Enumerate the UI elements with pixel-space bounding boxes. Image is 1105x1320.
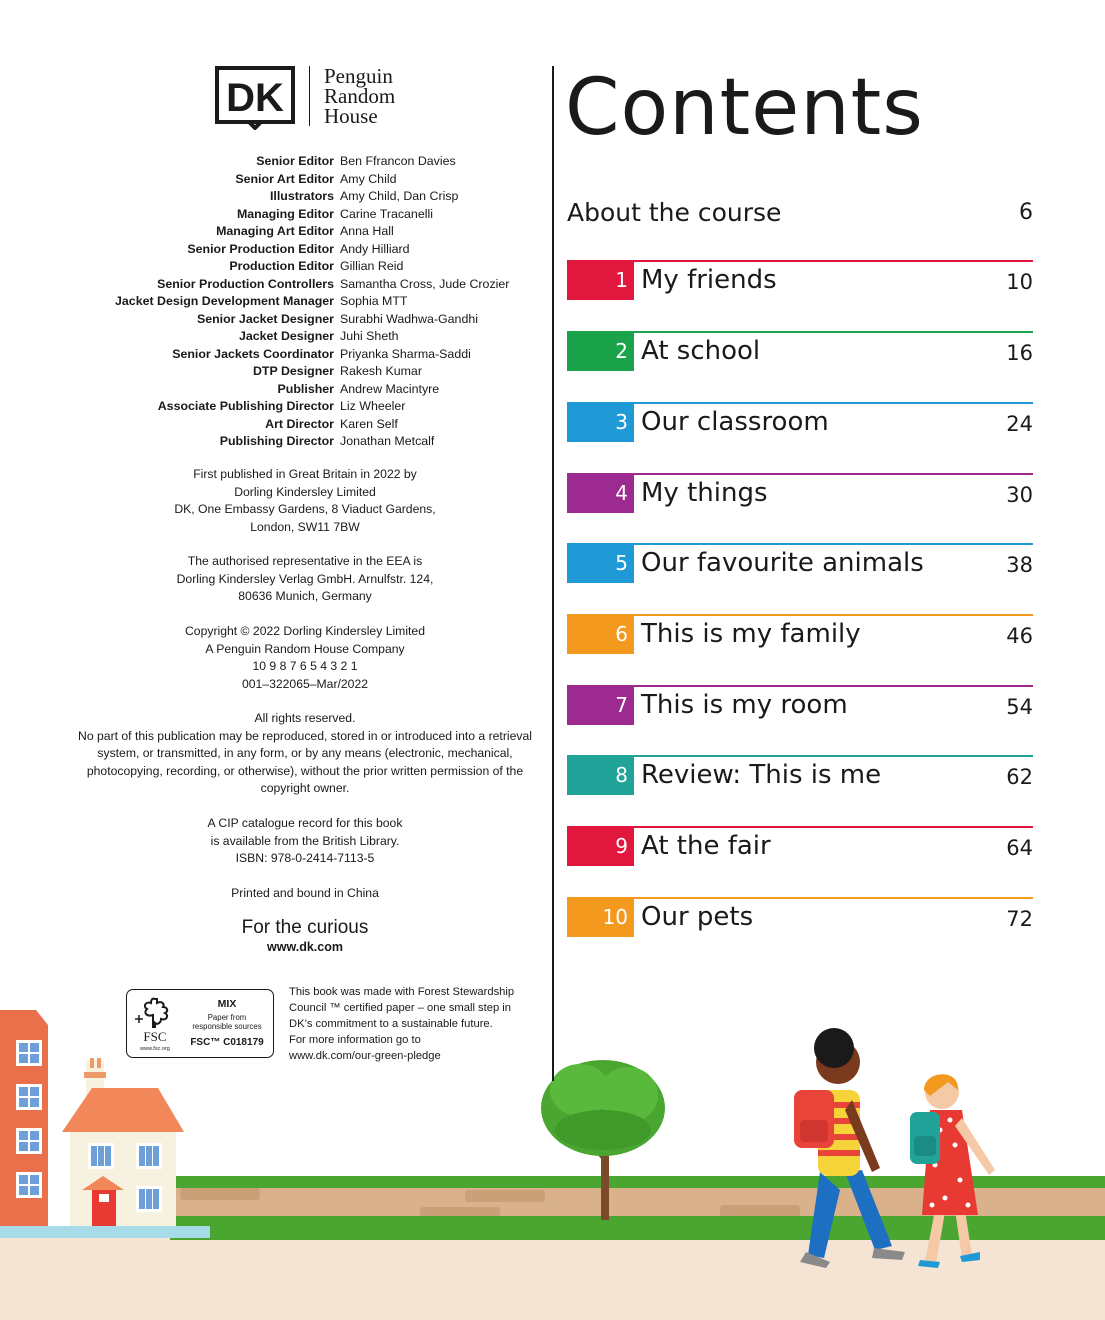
- imprint-line: All rights reserved.: [254, 711, 356, 725]
- entry-page-number: 6: [1019, 200, 1033, 225]
- credit-row: [40, 381, 580, 399]
- credit-name: Andrew Macintyre: [340, 381, 440, 396]
- fsc-mix-label: MIX: [217, 998, 237, 1010]
- isbn-line: ISBN: 978-0-2414-7113-5: [235, 851, 375, 865]
- credit-row: [40, 328, 580, 346]
- imprint-line: No part of this publication may be reproduced, stored in or introduced into a retrieval: [78, 728, 532, 743]
- credit-row: [40, 258, 580, 276]
- fsc-logo-text: FSC: [143, 1029, 167, 1044]
- imprint-line: The authorised representative in the EEA is: [187, 554, 423, 568]
- unit-rule: [567, 897, 1033, 899]
- green-pledge-link[interactable]: www.dk.com/our-green-pledge: [289, 1050, 441, 1062]
- credit-role: Senior Production Editor: [187, 241, 334, 256]
- prh-line: Random: [324, 84, 396, 108]
- credit-row: [40, 433, 580, 451]
- green-pledge-note: [289, 984, 514, 1064]
- credit-name: Andy Hilliard: [340, 241, 410, 256]
- imprint-line: A CIP catalogue record for this book: [207, 816, 403, 830]
- credit-role: Production Editor: [229, 259, 334, 273]
- unit-page-number: 24: [1006, 412, 1033, 436]
- unit-number: 9: [615, 834, 628, 858]
- unit-page-number: 10: [1006, 270, 1033, 294]
- credit-row: [40, 276, 580, 294]
- credit-role: Publishing Director: [219, 434, 334, 448]
- credit-role: Publisher: [277, 381, 334, 396]
- imprint-line: Printed and bound in China: [231, 886, 379, 900]
- apartment-building-icon: [0, 1010, 48, 1226]
- unit-number: 7: [615, 693, 628, 717]
- unit-number: 5: [615, 551, 628, 575]
- fsc-tree-icon: [133, 995, 179, 1053]
- unit-entry-8[interactable]: [567, 755, 1033, 795]
- green-note-line: This book was made with Forest Stewardship: [289, 986, 515, 998]
- cip-block: [40, 815, 570, 868]
- imprint-line: 10 9 8 7 6 5 4 3 2 1: [252, 659, 358, 673]
- credit-role: Jacket Design Development Manager: [115, 294, 334, 308]
- unit-title: Our favourite animals: [641, 548, 924, 578]
- tagline-title: For the curious: [241, 917, 369, 938]
- boy-with-backpack-icon: [794, 1028, 905, 1268]
- girl-with-backpack-icon: [910, 1074, 995, 1268]
- credit-name: Juhi Sheth: [340, 329, 399, 343]
- credit-role: Senior Art Editor: [235, 171, 334, 186]
- credit-name: Ben Ffrancon Davies: [340, 154, 456, 168]
- credit-name: Karen Self: [340, 416, 398, 431]
- credit-name: Anna Hall: [340, 224, 394, 238]
- unit-number: 2: [615, 339, 628, 363]
- credit-role: Senior Jackets Coordinator: [172, 346, 334, 361]
- credit-name: Carine Tracanelli: [340, 206, 433, 221]
- house-icon: [62, 1058, 184, 1226]
- credit-role: Managing Editor: [236, 206, 334, 221]
- unit-rule: [567, 826, 1033, 828]
- unit-page-number: 64: [1006, 836, 1033, 860]
- credit-name: Samantha Cross, Jude Crozier: [340, 276, 510, 291]
- unit-title: At the fair: [641, 831, 771, 861]
- credit-name: Jonathan Metcalf: [340, 434, 435, 448]
- fsc-sub-label: [183, 1013, 271, 1031]
- unit-entry-6[interactable]: [567, 614, 1033, 654]
- imprint-line: A Penguin Random House Company: [205, 641, 405, 656]
- unit-title: Our classroom: [641, 407, 829, 437]
- credit-row: [40, 153, 580, 171]
- imprint-line: Dorling Kindersley Limited: [234, 484, 376, 499]
- publisher-logo: [215, 66, 395, 130]
- imprint-line: First published in Great Britain in 2022 by: [193, 467, 417, 481]
- unit-title: My friends: [641, 265, 777, 295]
- unit-title: Our pets: [641, 902, 754, 932]
- prh-line: Penguin: [324, 64, 393, 88]
- unit-number: 6: [615, 622, 628, 646]
- imprint-line: photocopying, recording, or otherwise), without the prior written permission of the: [86, 763, 524, 778]
- unit-page-number: 62: [1006, 765, 1033, 789]
- imprint-line: 001–322065–Mar/2022: [241, 676, 369, 691]
- credit-row: [40, 171, 580, 189]
- imprint-line: 80636 Munich, Germany: [238, 589, 372, 603]
- green-note-line: Council ™ certified paper – one small step in: [289, 1002, 511, 1014]
- credit-row: [40, 241, 580, 259]
- dk-mark-text: DK: [226, 76, 284, 120]
- first-published-block: [40, 466, 570, 536]
- green-note-line: DK’s commitment to a sustainable future.: [289, 1018, 493, 1030]
- credit-role: Senior Editor: [256, 154, 334, 168]
- imprint-line: is available from the British Library.: [210, 833, 400, 848]
- unit-entry-3[interactable]: [567, 402, 1033, 442]
- credit-role: Jacket Designer: [238, 329, 334, 343]
- unit-title: At school: [641, 336, 761, 366]
- unit-number: 8: [615, 763, 628, 787]
- fsc-sub-line: responsible sources: [192, 1022, 262, 1031]
- unit-page-number: 38: [1006, 553, 1033, 577]
- unit-entry-5[interactable]: [567, 543, 1033, 583]
- credit-role: Illustrators: [269, 189, 334, 203]
- entry-title: About the course: [567, 198, 782, 227]
- unit-entry-10[interactable]: [567, 897, 1033, 937]
- credit-name: Rakesh Kumar: [340, 364, 422, 378]
- tagline-block: [40, 916, 570, 955]
- unit-page-number: 46: [1006, 624, 1033, 648]
- unit-rule: [567, 331, 1033, 333]
- credit-role: DTP Designer: [252, 364, 334, 378]
- credit-role: Senior Jacket Designer: [196, 311, 334, 326]
- credit-name: Priyanka Sharma-Saddi: [340, 346, 471, 361]
- credit-role: Senior Production Controllers: [157, 276, 334, 291]
- unit-page-number: 72: [1006, 907, 1033, 931]
- green-note-line: For more information go to: [289, 1034, 421, 1046]
- unit-number: 3: [615, 410, 628, 434]
- imprint-line: Dorling Kindersley Verlag GmbH. Arnulfstr. 124,: [176, 571, 434, 586]
- unit-title: This is my family: [641, 619, 861, 649]
- credit-name: Amy Child, Dan Crisp: [340, 189, 459, 203]
- unit-page-number: 16: [1006, 341, 1033, 365]
- credits-list: [40, 153, 580, 451]
- credit-role: Art Director: [265, 416, 334, 431]
- tree-icon: [541, 1060, 665, 1220]
- fsc-code: FSC™ C018179: [190, 1037, 264, 1048]
- credit-name: Liz Wheeler: [340, 399, 406, 413]
- unit-entry-1[interactable]: [567, 260, 1033, 300]
- unit-number: 4: [615, 481, 628, 505]
- fsc-sub-line: Paper from: [207, 1013, 247, 1022]
- credit-name: Surabhi Wadhwa-Gandhi: [340, 311, 478, 326]
- dk-website-link[interactable]: www.dk.com: [267, 940, 343, 954]
- eea-representative-block: [40, 553, 570, 606]
- unit-page-number: 30: [1006, 483, 1033, 507]
- unit-page-number: 54: [1006, 695, 1033, 719]
- credit-row: [40, 206, 580, 224]
- credit-row: [40, 293, 580, 311]
- contents-entry-about[interactable]: [567, 196, 1033, 232]
- credit-row: [40, 363, 580, 381]
- credit-row: [40, 223, 580, 241]
- contents-heading: Contents: [565, 63, 924, 153]
- unit-title: Review: This is me: [641, 760, 882, 790]
- credit-row: [40, 311, 580, 329]
- unit-number: 10: [602, 905, 628, 929]
- imprint-line: system, or transmitted, in any form, or by any means (electronic, mechanical,: [97, 746, 513, 760]
- imprint-line: London, SW11 7BW: [250, 519, 360, 534]
- unit-entry-7[interactable]: [567, 685, 1033, 725]
- credit-row: [40, 398, 580, 416]
- fsc-label: [126, 989, 274, 1058]
- penguin-random-house-wordmark: [309, 66, 395, 126]
- credit-role: Associate Publishing Director: [157, 399, 334, 413]
- imprint-line: copyright owner.: [260, 781, 350, 795]
- credit-name: Sophia MTT: [340, 294, 408, 308]
- imprint-line: DK, One Embassy Gardens, 8 Viaduct Gardens,: [174, 502, 436, 516]
- unit-title: This is my room: [641, 690, 848, 720]
- credit-row: [40, 416, 580, 434]
- unit-rule: [567, 260, 1033, 262]
- prh-line: House: [324, 104, 378, 128]
- imprint-line: Copyright © 2022 Dorling Kindersley Limited: [185, 624, 425, 638]
- rights-block: [40, 710, 570, 798]
- dk-logo-icon: [215, 66, 295, 130]
- unit-entry-9[interactable]: [567, 826, 1033, 866]
- unit-rule: [567, 473, 1033, 475]
- printed-block: [40, 885, 570, 903]
- unit-number: 1: [615, 268, 628, 292]
- unit-entry-4[interactable]: [567, 473, 1033, 513]
- unit-entry-2[interactable]: [567, 331, 1033, 371]
- unit-title: My things: [641, 478, 768, 508]
- credit-row: [40, 188, 580, 206]
- credit-role: Managing Art Editor: [216, 224, 334, 238]
- credit-row: [40, 346, 580, 364]
- copyright-block: [40, 623, 570, 693]
- fsc-site-text: www.fsc.org: [140, 1046, 170, 1052]
- credit-name: Amy Child: [340, 171, 397, 186]
- credit-name: Gillian Reid: [340, 259, 404, 273]
- column-divider: [552, 66, 554, 1081]
